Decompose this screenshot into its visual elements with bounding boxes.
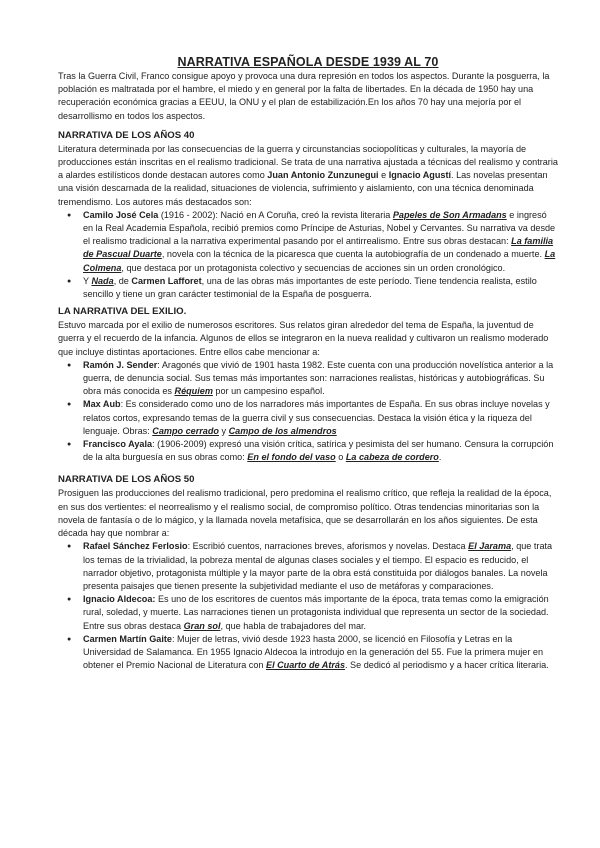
- author-name: Juan Antonio Zunzunegui: [267, 170, 379, 181]
- section-heading-50: NARRATIVA DE LOS AÑOS 50: [58, 474, 195, 486]
- author-name: Francisco Ayala: [83, 439, 153, 450]
- author-name: Max Aub: [83, 399, 121, 410]
- work-title: La familia de Pascual Duarte: [83, 236, 554, 260]
- section-40-paragraph: Literatura determinada por las consecuencias de la guerra y circunstancias sociopolíticas y culturales, la mayoría de producciones están inscritas en el realismo tradicional. Se trata de una narrativa ajustada a técnicas del realismo y contraria a alardes estilísticos donde destacan autores como Juan Antonio Zunzunegui e Ignacio Agustí. Las novelas presentan una visión descarnada de la realidad, situaciones de violencia, sufrimiento y aislamiento, con una técnica denominada tremendismo. Los autores más destacados son:: [58, 143, 558, 207]
- work-title: Réquiem: [174, 386, 213, 397]
- section-heading-40: NARRATIVA DE LOS AÑOS 40: [58, 129, 195, 141]
- section-heading-exilio: LA NARRATIVA DEL EXILIO.: [58, 306, 187, 318]
- author-name: Carmen Lafforet: [131, 275, 202, 286]
- author-name: Ignacio Aldecoa:: [83, 594, 156, 605]
- section-40-list: [58, 209, 558, 301]
- work-title: El Jarama: [468, 541, 512, 552]
- section-50-paragraph: Prosiguen las producciones del realismo tradicional, pero predomina el realismo crítico, que refleja la realidad de la época, en sus dos vertientes: el neorrealismo y el realismo social, de compromiso político. Otras tendencias minoritarias son la novela de fantasía o de lo mágico, y la llamada novela metafísica, que se desarrollarán en los años siguientes. De esta década hay que nombrar a:: [58, 488, 552, 539]
- work-title: Nada: [91, 275, 114, 286]
- author-name: Camilo José Cela: [83, 209, 159, 220]
- work-title: La cabeza de cordero: [345, 452, 439, 463]
- author-name: Carmen Martín Gaite: [83, 633, 172, 644]
- list-item: ● Francisco Ayala: (1906-2009) expresó una visión crítica, satírica y pesimista del ser humano. Censura la corrupción de la alta burguesía en sus obras como: En el fondo del vaso o La cabeza de cordero.: [83, 438, 558, 464]
- author-name: Ramón J. Sender: [83, 359, 158, 370]
- author-name: Ignacio Agustí: [388, 170, 452, 181]
- work-title: El Cuarto de Atrás: [266, 660, 345, 671]
- work-title: Campo cerrado: [152, 425, 219, 436]
- list-item: ● Camilo José Cela (1916 - 2002): Nació en A Coruña, creó la revista literaria Papeles de Son Armadans e ingresó en la Real Academia Española, recibió premios como Príncipe de Asturias, Nobel y Cervantes. Su narrativa va desde el realismo tradicional a la narrativa experimental pasando por el antirrealismo. Entre sus obras destacan: La familia de Pascual Duarte, novela con la técnica de la picaresca que cuenta la autobiografía de un condenado a muerte. La Colmena, que destaca por un protagonista colectivo y secuencias de acciones sin un orden cronológico.: [83, 209, 558, 275]
- work-title: Papeles de Son Armadans: [392, 209, 507, 220]
- list-item: ● Rafael Sánchez Ferlosio: Escribió cuentos, narraciones breves, aforismos y novelas. Destaca El Jarama, que trata los temas de la trivialidad, la pobreza mental de algunas clases sociales y el tiempo. El espacio es reducido, el narrador objetivo, protagonista múltiple y la mayor parte de la obra está constituida por diálogos banales. La novela presenta paisajes que tienen presente la subjetividad mediante el uso de metáforas y comparaciones.: [83, 540, 558, 593]
- list-item: ● Y Nada, de Carmen Lafforet, una de las obras más importantes de este período. Tiene tendencia realista, estilo sencillo y tiene un gran carácter testimonial de la España de posguerra.: [83, 275, 558, 301]
- section-exilio-paragraph: Estuvo marcada por el exilio de numerosos escritores. Sus relatos giran alrededor del tema de España, la juventud de guerra y el recuerdo de la infancia. Algunos de ellos se integraron en la nueva realidad y cultivaron un realismo moderado que incluye distintas aportaciones. Entre ellos cabe mencionar a:: [58, 320, 549, 357]
- list-item: ● Max Aub: Es considerado como uno de los narradores más importantes de España. En sus obras incluye novelas y relatos cortos, expresando temas de la guerra civil y sus consecuencias. Destaca la visión ética y la riqueza del lenguaje. Obras: Campo cerrado y Campo de los almendros: [83, 398, 558, 438]
- work-title: En el fondo del vaso: [247, 452, 336, 463]
- list-item: ● Carmen Martín Gaite: Mujer de letras, vivió desde 1923 hasta 2000, se licenció en Filosofía y Letras en la Universidad de Salamanca. En 1955 Ignacio Aldecoa la introdujo en la generación del 55. Fue la primera mujer en obtener el Premio Nacional de Literatura con El Cuarto de Atrás. Se dedicó al periodismo y a hacer crítica literaria.: [83, 633, 558, 673]
- section-50-list: [58, 540, 558, 672]
- section-exilio-list: [58, 359, 558, 465]
- work-title: Gran sol: [183, 620, 221, 631]
- work-title: La Colmena: [83, 249, 556, 273]
- document-title: NARRATIVA ESPAÑOLA DESDE 1939 AL 70: [177, 55, 439, 69]
- intro-paragraph: Tras la Guerra Civil, Franco consigue apoyo y provoca una dura represión en todos los aspectos. Durante la posguerra, la población es maltratada por el hambre, el miedo y en general por la falta de libertades. En la década de 1950 hay una recuperación económica gracias a EEUU, la ONU y el plan de estabilización.En los años 70 hay una mejoría por el desarrollismo en todos los aspectos.: [58, 71, 550, 121]
- list-item: ● Ramón J. Sender: Aragonés que vivió de 1901 hasta 1982. Este cuenta con una producción novelística anterior a la guerra, de denuncia social. Sus temas más importantes son: narraciones realistas, históricas y autobiográficas. Su obra más conocida es Réquiem por un campesino español.: [83, 359, 558, 399]
- author-name: Rafael Sánchez Ferlosio: [83, 541, 188, 552]
- list-item: ● Ignacio Aldecoa: Es uno de los escritores de cuentos más importante de la época, trata temas como la emigración rural, soledad, y muerte. Las narraciones tienen un protagonista individual que representa un sector de la sociedad. Entre sus obras destaca Gran sol, que habla de trabajadores del mar.: [83, 593, 558, 633]
- work-title: Campo de los almendros: [228, 425, 337, 436]
